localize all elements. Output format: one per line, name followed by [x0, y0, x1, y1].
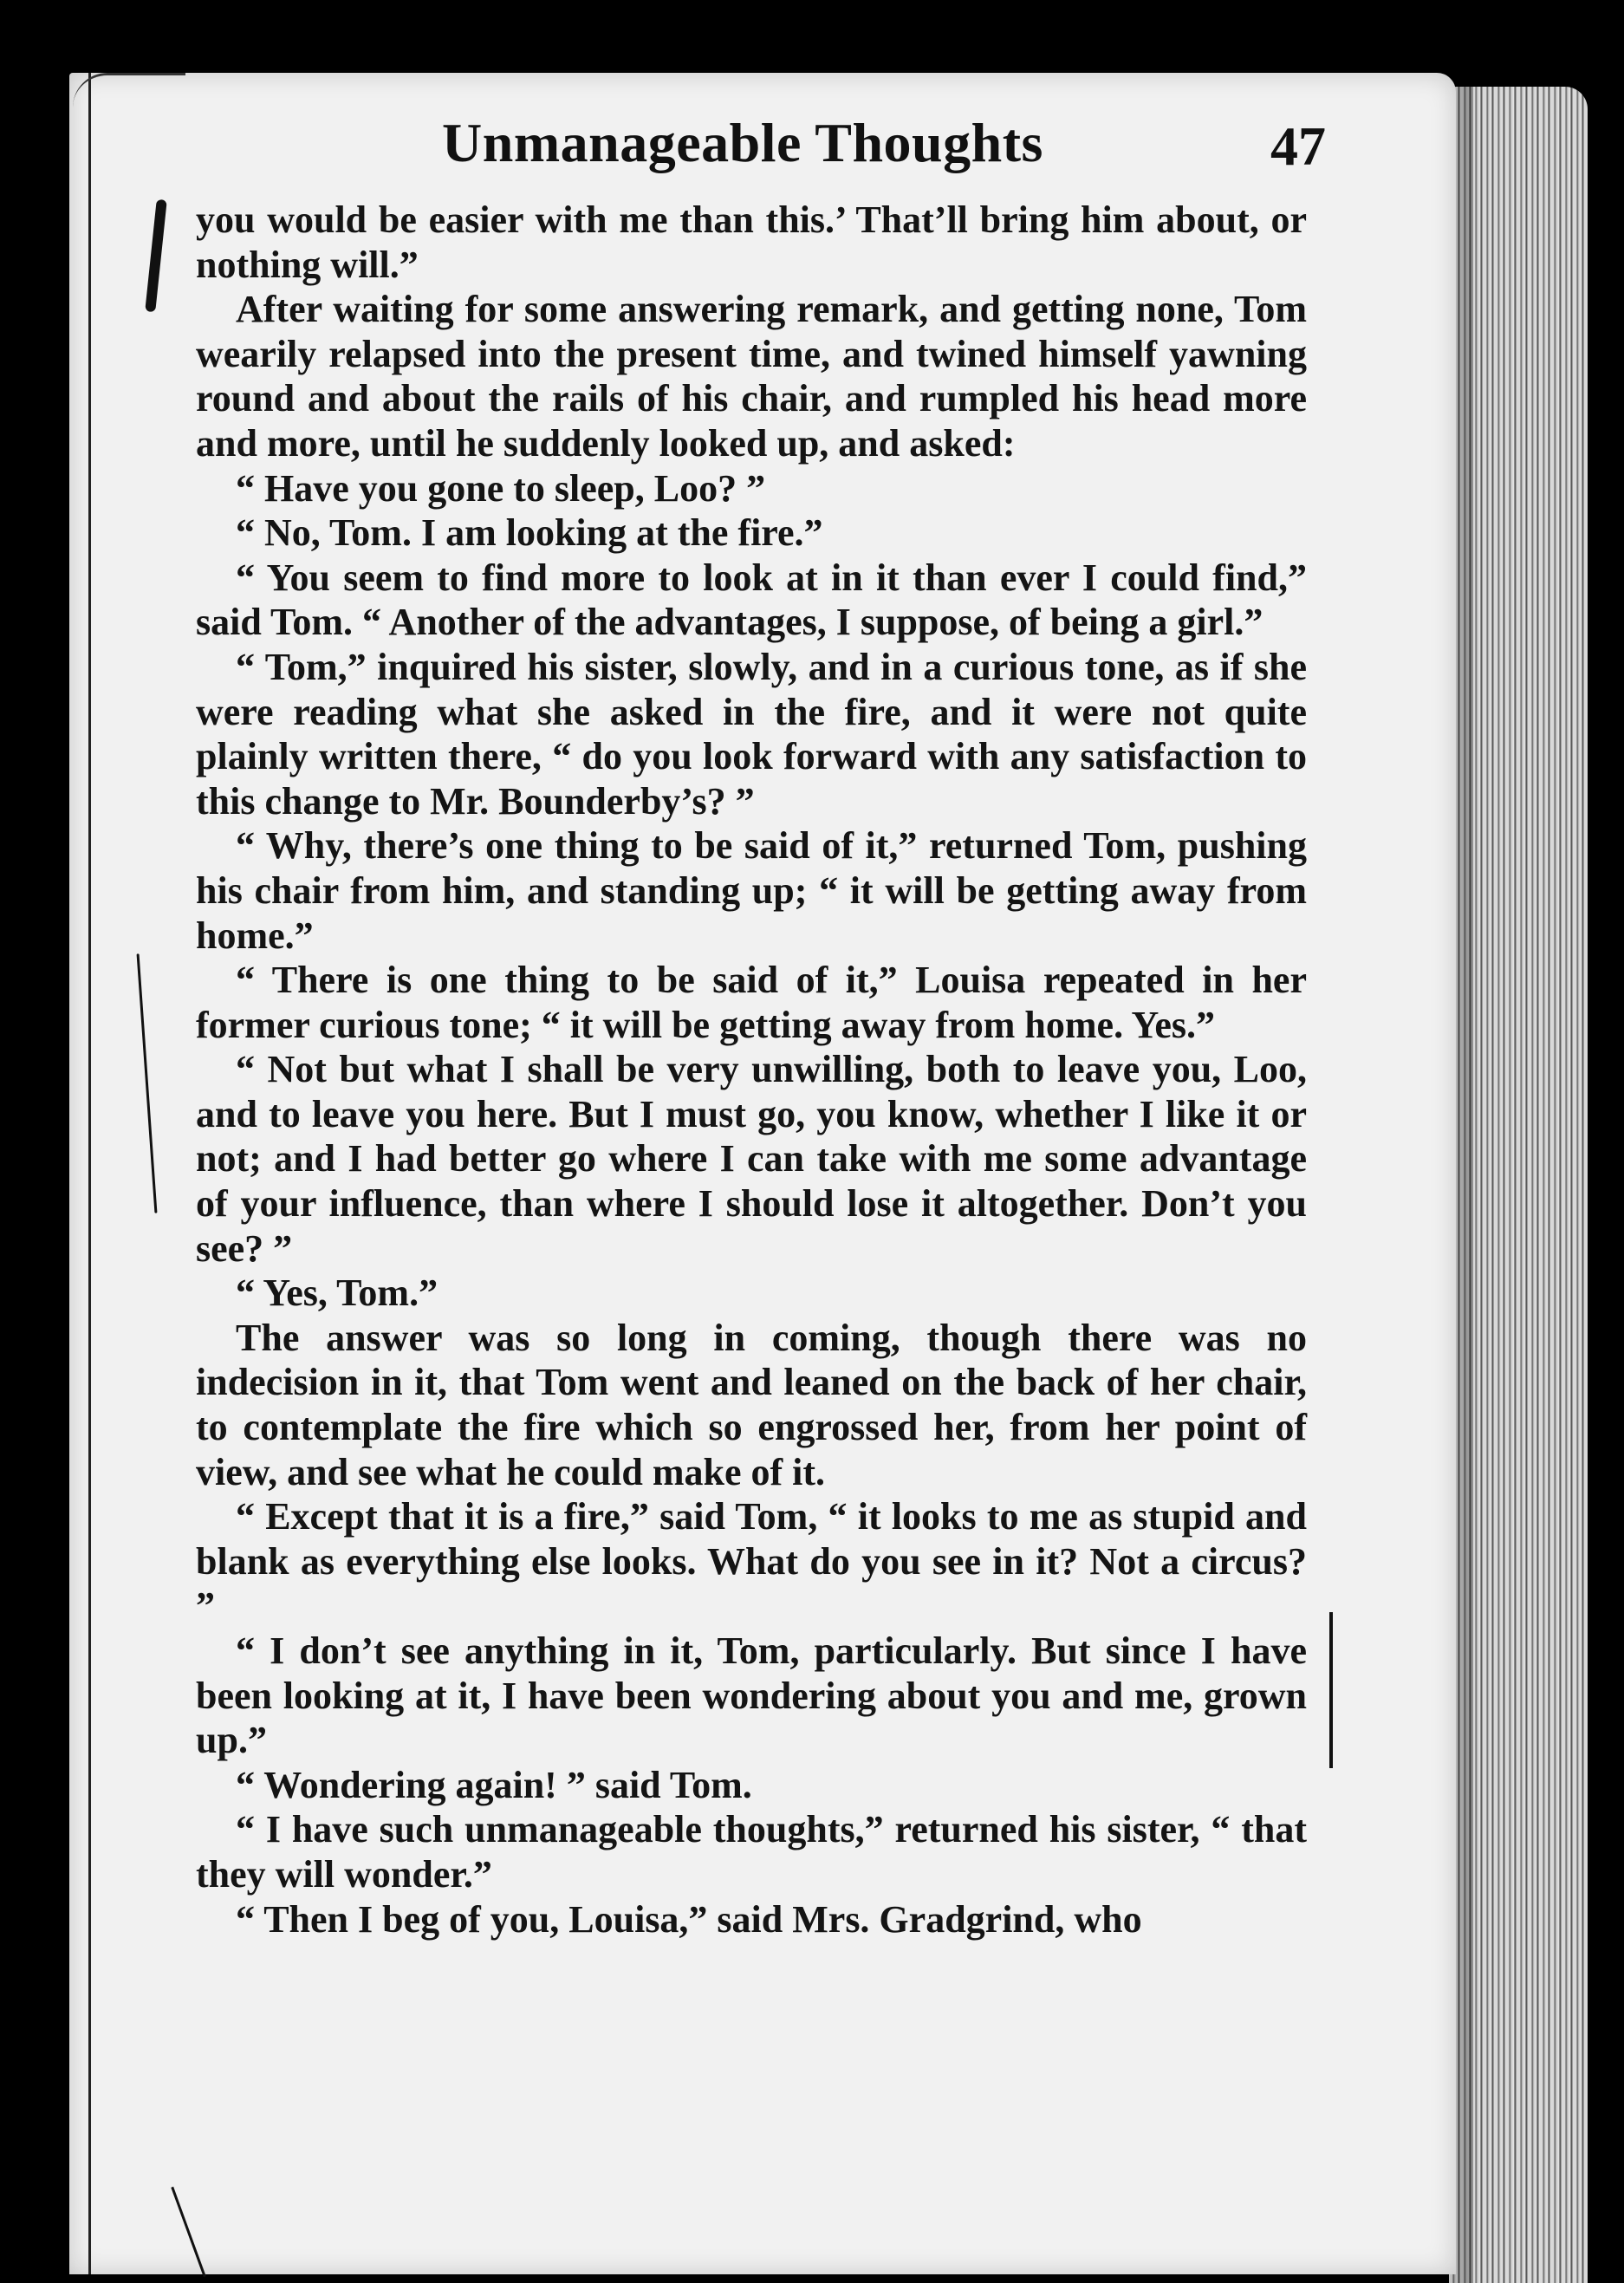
paragraph: After waiting for some answering remark, and getting none, Tom wearily relapsed into the present time, and twined himself yawning round and about the rails of his chair, and rumpled his head more and more, until he suddenly looked up, and asked: — [196, 288, 1307, 465]
paragraph: “ I have such unmanageable thoughts,” returned his sister, “ that they will wonder.” — [196, 1808, 1307, 1896]
paragraph: “ I don’t see anything in it, Tom, particularly. But since I have been looking at it, I have been wondering about you and me, grown up.” — [196, 1629, 1307, 1762]
paragraph: “ No, Tom. I am looking at the fire.” — [236, 511, 823, 555]
body-text — [196, 198, 1307, 1942]
paragraph: “ There is one thing to be said of it,” Louisa repeated in her former curious tone; “ it will be getting away from home. Yes.” — [196, 959, 1307, 1046]
paragraph: “ Then I beg of you, Louisa,” said Mrs. Gradgrind, who — [236, 1897, 1142, 1941]
running-head: Unmanageable Thoughts — [442, 112, 1043, 173]
paragraph: “ Wondering again! ” said Tom. — [236, 1763, 752, 1806]
paragraph: “ Tom,” inquired his sister, slowly, and in a curious tone, as if she were reading what she asked in the fire, and it were not quite plainly written there, “ do you look forward with any satisfaction to this change to Mr. Bounderby’s? ” — [196, 645, 1307, 823]
paragraph: “ Have you gone to sleep, Loo? ” — [236, 466, 766, 510]
paragraph: “ Why, there’s one thing to be said of it,” returned Tom, pushing his chair from him, and standing up; “ it will be getting away from home.” — [196, 824, 1307, 957]
margin-line-mark — [1329, 1612, 1333, 1768]
paragraph: “ Not but what I shall be very unwilling, both to leave you, Loo, and to leave you here. But I must go, you know, whether I like it or not; and I had better go where I can take with me some advantage of your influence, than where I should lose it altogether. Don’t you see? ” — [196, 1048, 1307, 1270]
paragraph: “ Yes, Tom.” — [236, 1272, 438, 1315]
gutter-line — [88, 73, 91, 2274]
paragraph: “ Except that it is a fire,” said Tom, “ it looks to me as stupid and blank as everything else looks. What do you see in it? Not a circus? ” — [196, 1495, 1307, 1628]
page-corner-curve — [73, 73, 185, 110]
paragraph: “ You seem to find more to look at in it than ever I could find,” said Tom. “ Another of the advantages, I suppose, of being a girl.” — [196, 556, 1307, 644]
page-header — [191, 111, 1326, 189]
page-number: 47 — [1270, 115, 1326, 177]
paragraph: you would be easier with me than this.’ That’ll bring him about, or nothing will.” — [196, 198, 1307, 286]
paragraph: The answer was so long in coming, though there was no indecision in it, that Tom went and leaned on the back of her chair, to contemplate the fire which so engrossed her, from her point of view, and see what he could make of it. — [196, 1316, 1307, 1493]
